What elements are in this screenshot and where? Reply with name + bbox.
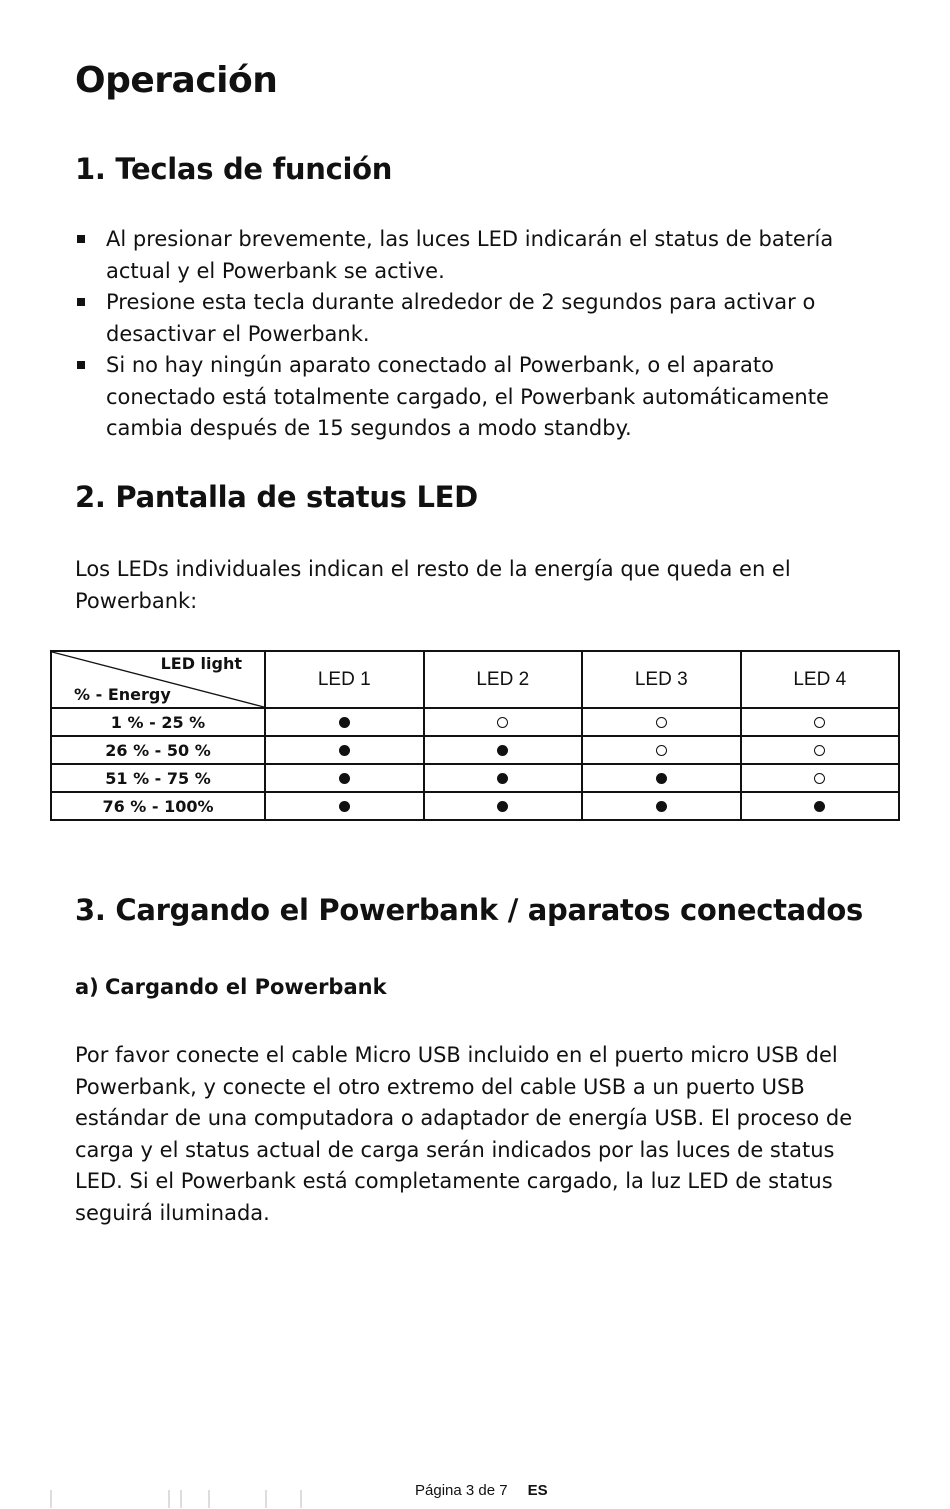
- led-1-cell: [265, 792, 424, 820]
- led-4-cell: [741, 736, 900, 764]
- led-1-cell: [265, 736, 424, 764]
- section-2-intro: Los LEDs individuales indican el resto de la energía que queda en el Powerbank:: [75, 557, 791, 613]
- led-on-icon: [497, 801, 508, 812]
- energy-range-cell: 51 % - 75 %: [51, 764, 265, 792]
- energy-range-cell: 76 % - 100%: [51, 792, 265, 820]
- led-off-icon: [814, 773, 825, 784]
- column-header-led-2: LED 2: [424, 651, 583, 708]
- led-off-icon: [814, 745, 825, 756]
- led-3-cell: [582, 764, 741, 792]
- energy-range-cell: 26 % - 50 %: [51, 736, 265, 764]
- led-on-icon: [497, 773, 508, 784]
- led-status-table: [50, 650, 900, 821]
- led-1-cell: [265, 708, 424, 736]
- energy-range-cell: 1 % - 25 %: [51, 708, 265, 736]
- page-number: Página 3 de 7: [415, 1482, 508, 1499]
- led-2-cell: [424, 736, 583, 764]
- led-on-icon: [339, 801, 350, 812]
- page-title: Operación: [75, 60, 278, 101]
- bullet-square-icon: [77, 361, 85, 369]
- column-header-led-1: LED 1: [265, 651, 424, 708]
- led-4-cell: [741, 708, 900, 736]
- subsection-a-heading: [75, 975, 387, 999]
- led-on-icon: [339, 717, 350, 728]
- led-on-icon: [339, 773, 350, 784]
- led-on-icon: [656, 801, 667, 812]
- led-off-icon: [656, 745, 667, 756]
- led-2-cell: [424, 764, 583, 792]
- led-3-cell: [582, 736, 741, 764]
- led-2-cell: [424, 792, 583, 820]
- scan-artifact: [168, 1490, 170, 1508]
- table-row: [51, 764, 899, 792]
- table-row: [51, 736, 899, 764]
- led-on-icon: [339, 745, 350, 756]
- list-item: Presione esta tecla durante alrededor de 2 segundos para activar o desactivar el Powerbank.: [75, 287, 875, 350]
- led-off-icon: [656, 717, 667, 728]
- scan-artifact: [180, 1490, 182, 1508]
- scan-artifact: [265, 1490, 267, 1508]
- page-footer: [415, 1482, 548, 1499]
- corner-energy-label: % - Energy: [74, 685, 171, 704]
- section-2-heading: 2. Pantalla de status LED: [75, 480, 478, 514]
- function-key-list: [75, 224, 875, 445]
- table-row: [51, 708, 899, 736]
- language-code: ES: [527, 1482, 548, 1499]
- led-4-cell: [741, 764, 900, 792]
- table-header-row: [51, 651, 899, 708]
- scan-artifact: [50, 1490, 52, 1508]
- scan-artifact: [300, 1490, 302, 1508]
- section-1-heading: 1. Teclas de función: [75, 152, 393, 186]
- table-row: [51, 792, 899, 820]
- subsection-title: Cargando el Powerbank: [105, 975, 387, 999]
- subsection-letter: a): [75, 975, 99, 999]
- led-off-icon: [497, 717, 508, 728]
- led-3-cell: [582, 708, 741, 736]
- led-on-icon: [814, 801, 825, 812]
- led-off-icon: [814, 717, 825, 728]
- led-on-icon: [656, 773, 667, 784]
- led-4-cell: [741, 792, 900, 820]
- led-3-cell: [582, 792, 741, 820]
- section-3-body: Por favor conecte el cable Micro USB incluido en el puerto micro USB del Powerbank, y conecte el otro extremo del cable USB a un puerto USB estándar de una computadora o adaptador de energía USB. El proceso de carga y el status actual de carga serán indicados por las luces de status LED. Si el Powerbank está completamente cargado, la luz LED de status seguirá iluminada.: [75, 1043, 853, 1225]
- list-item: Si no hay ningún aparato conectado al Powerbank, o el aparato conectado está totalmente cargado, el Powerbank automáticamente cambia después de 15 segundos a modo standby.: [75, 350, 875, 445]
- table-corner-cell: [51, 651, 265, 708]
- scan-artifact: [208, 1490, 210, 1508]
- led-1-cell: [265, 764, 424, 792]
- corner-led-light-label: LED light: [160, 654, 242, 673]
- section-3-heading: 3. Cargando el Powerbank / aparatos conectados: [75, 893, 863, 927]
- led-on-icon: [497, 745, 508, 756]
- column-header-led-3: LED 3: [582, 651, 741, 708]
- bullet-square-icon: [77, 235, 85, 243]
- led-2-cell: [424, 708, 583, 736]
- list-item: Al presionar brevemente, las luces LED indicarán el status de batería actual y el Powerbank se active.: [75, 224, 875, 287]
- bullet-square-icon: [77, 298, 85, 306]
- column-header-led-4: LED 4: [741, 651, 900, 708]
